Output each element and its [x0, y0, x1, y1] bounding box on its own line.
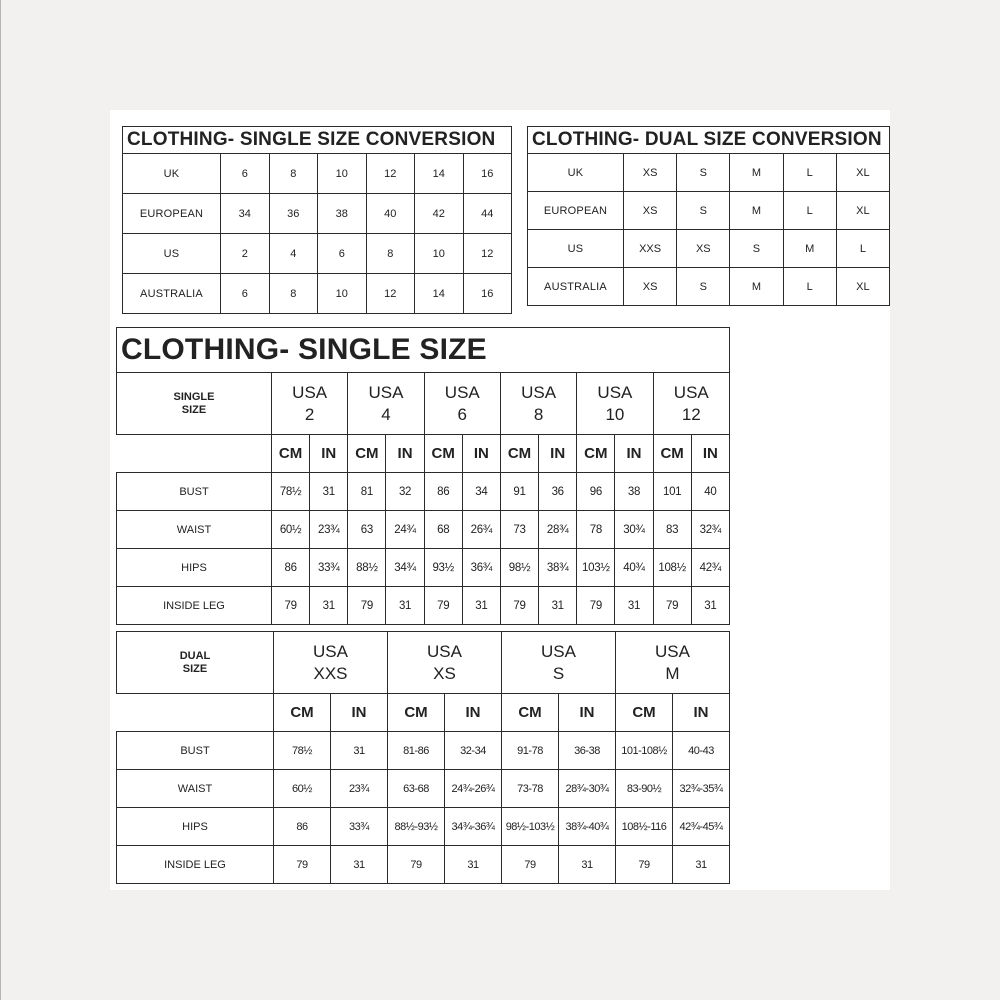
measurement-value: 31: [310, 473, 348, 511]
row-label: UK: [123, 154, 221, 194]
unit-header-row: [117, 435, 730, 473]
size-cell: S: [677, 192, 730, 230]
measurement-label: WAIST: [117, 770, 274, 808]
table-row: [117, 511, 730, 549]
size-header-row: [117, 373, 730, 435]
measurement-value: 79: [616, 846, 673, 884]
measurement-value: 31: [539, 587, 577, 625]
row-label: EUROPEAN: [528, 192, 624, 230]
measurement-value: 33¾: [331, 808, 388, 846]
unit-in-header: IN: [462, 435, 500, 473]
size-cell: L: [783, 268, 836, 306]
row-label: AUSTRALIA: [123, 274, 221, 314]
measurement-value: 68: [424, 511, 462, 549]
measurement-value: 103½: [577, 549, 615, 587]
measurement-value: 73-78: [502, 770, 559, 808]
measurement-value: 24¾: [386, 511, 424, 549]
measurement-value: 34¾-36¾: [445, 808, 502, 846]
measurement-value: 101-108½: [616, 732, 673, 770]
measurement-value: 88½-93½: [388, 808, 445, 846]
measurement-value: 28¾-30¾: [559, 770, 616, 808]
size-cell: 16: [463, 154, 512, 194]
size-cell: XS: [677, 230, 730, 268]
size-cell: 14: [415, 274, 464, 314]
page-left-edge: [0, 0, 1, 1000]
single-size-measurement-table: [116, 327, 730, 625]
size-column-header: USA 8: [500, 373, 576, 435]
measurement-value: 31: [331, 732, 388, 770]
table-title: CLOTHING- SINGLE SIZE CONVERSION: [123, 127, 512, 154]
measurement-value: 63-68: [388, 770, 445, 808]
size-cell: 42: [415, 194, 464, 234]
measurement-value: 79: [424, 587, 462, 625]
blank-cell: [117, 694, 274, 732]
size-cell: 36: [269, 194, 318, 234]
size-cell: L: [783, 192, 836, 230]
measurement-value: 88½: [348, 549, 386, 587]
single-size-conversion-table: [122, 126, 512, 314]
size-cell: 44: [463, 194, 512, 234]
measurement-value: 79: [502, 846, 559, 884]
measurement-value: 40-43: [673, 732, 730, 770]
blank-cell: [117, 435, 272, 473]
measurement-label: WAIST: [117, 511, 272, 549]
size-cell: XS: [624, 154, 677, 192]
measurement-value: 36-38: [559, 732, 616, 770]
unit-cm-header: CM: [348, 435, 386, 473]
measurement-value: 79: [348, 587, 386, 625]
size-cell: 14: [415, 154, 464, 194]
size-cell: 34: [221, 194, 270, 234]
measurement-value: 73: [500, 511, 538, 549]
unit-cm-header: CM: [424, 435, 462, 473]
measurement-value: 93½: [424, 549, 462, 587]
size-cell: S: [730, 230, 783, 268]
size-column-header: USA 2: [272, 373, 348, 435]
row-label: UK: [528, 154, 624, 192]
table-row: [528, 268, 890, 306]
unit-cm-header: CM: [616, 694, 673, 732]
measurement-value: 98½: [500, 549, 538, 587]
table-row: [117, 473, 730, 511]
row-header: DUAL SIZE: [117, 632, 274, 694]
measurement-value: 32¾-35¾: [673, 770, 730, 808]
size-cell: 6: [318, 234, 367, 274]
measurement-value: 63: [348, 511, 386, 549]
measurement-value: 32-34: [445, 732, 502, 770]
measurement-value: 42¾: [691, 549, 729, 587]
measurement-label: BUST: [117, 473, 272, 511]
measurement-value: 83-90½: [616, 770, 673, 808]
size-column-header: USA XS: [388, 632, 502, 694]
measurement-value: 23¾: [331, 770, 388, 808]
measurement-value: 34¾: [386, 549, 424, 587]
size-cell: 6: [221, 274, 270, 314]
measurement-value: 30¾: [615, 511, 653, 549]
measurement-value: 34: [462, 473, 500, 511]
measurement-value: 23¾: [310, 511, 348, 549]
unit-in-header: IN: [559, 694, 616, 732]
measurement-value: 38¾-40¾: [559, 808, 616, 846]
measurement-value: 91-78: [502, 732, 559, 770]
size-cell: 16: [463, 274, 512, 314]
measurement-value: 40¾: [615, 549, 653, 587]
size-cell: M: [730, 268, 783, 306]
measurement-value: 81-86: [388, 732, 445, 770]
table-row: [117, 846, 730, 884]
measurement-value: 38: [615, 473, 653, 511]
size-cell: 40: [366, 194, 415, 234]
measurement-value: 31: [331, 846, 388, 884]
unit-header-row: [117, 694, 730, 732]
measurement-value: 79: [500, 587, 538, 625]
size-header-row: [117, 632, 730, 694]
measurement-value: 42¾-45¾: [673, 808, 730, 846]
unit-cm-header: CM: [653, 435, 691, 473]
measurement-value: 31: [386, 587, 424, 625]
size-column-header: USA 4: [348, 373, 424, 435]
measurement-value: 31: [310, 587, 348, 625]
table-row: [123, 274, 512, 314]
row-label: EUROPEAN: [123, 194, 221, 234]
table-row: [528, 230, 890, 268]
measurement-value: 79: [272, 587, 310, 625]
unit-in-header: IN: [310, 435, 348, 473]
size-cell: 10: [318, 154, 367, 194]
measurement-value: 83: [653, 511, 691, 549]
measurement-value: 79: [388, 846, 445, 884]
size-cell: XXS: [624, 230, 677, 268]
table-row: [123, 234, 512, 274]
table-row: [117, 808, 730, 846]
size-cell: M: [783, 230, 836, 268]
measurement-value: 31: [691, 587, 729, 625]
size-cell: 8: [269, 154, 318, 194]
unit-cm-header: CM: [272, 435, 310, 473]
size-cell: 12: [366, 274, 415, 314]
size-cell: 4: [269, 234, 318, 274]
measurement-value: 31: [462, 587, 500, 625]
size-column-header: USA M: [616, 632, 730, 694]
size-cell: XS: [624, 268, 677, 306]
measurement-label: HIPS: [117, 808, 274, 846]
measurement-value: 78½: [274, 732, 331, 770]
measurement-value: 108½: [653, 549, 691, 587]
measurement-value: 79: [653, 587, 691, 625]
table-row: [117, 732, 730, 770]
unit-in-header: IN: [445, 694, 502, 732]
measurement-value: 96: [577, 473, 615, 511]
table-row: [528, 154, 890, 192]
measurement-value: 79: [577, 587, 615, 625]
unit-in-header: IN: [691, 435, 729, 473]
measurement-value: 36: [539, 473, 577, 511]
measurement-value: 31: [615, 587, 653, 625]
size-cell: S: [677, 268, 730, 306]
measurement-value: 26¾: [462, 511, 500, 549]
size-cell: 12: [463, 234, 512, 274]
row-header: SINGLE SIZE: [117, 373, 272, 435]
size-column-header: USA 6: [424, 373, 500, 435]
row-label: US: [123, 234, 221, 274]
unit-in-header: IN: [615, 435, 653, 473]
unit-cm-header: CM: [502, 694, 559, 732]
unit-in-header: IN: [539, 435, 577, 473]
size-cell: 38: [318, 194, 367, 234]
size-cell: 10: [415, 234, 464, 274]
measurement-value: 32¾: [691, 511, 729, 549]
dual-size-measurement-table: [116, 631, 730, 884]
size-cell: XL: [836, 192, 889, 230]
measurement-value: 36¾: [462, 549, 500, 587]
measurement-value: 101: [653, 473, 691, 511]
measurement-value: 98½-103½: [502, 808, 559, 846]
unit-cm-header: CM: [500, 435, 538, 473]
measurement-label: BUST: [117, 732, 274, 770]
measurement-value: 38¾: [539, 549, 577, 587]
size-cell: S: [677, 154, 730, 192]
unit-in-header: IN: [386, 435, 424, 473]
measurement-value: 86: [424, 473, 462, 511]
measurement-value: 40: [691, 473, 729, 511]
size-cell: 10: [318, 274, 367, 314]
table-title: CLOTHING- DUAL SIZE CONVERSION: [528, 127, 890, 154]
size-cell: 8: [366, 234, 415, 274]
measurement-value: 91: [500, 473, 538, 511]
size-column-header: USA 10: [577, 373, 653, 435]
measurement-value: 60½: [272, 511, 310, 549]
size-cell: 2: [221, 234, 270, 274]
measurement-value: 31: [445, 846, 502, 884]
size-cell: XS: [624, 192, 677, 230]
size-cell: L: [836, 230, 889, 268]
size-cell: XL: [836, 268, 889, 306]
size-cell: M: [730, 192, 783, 230]
size-cell: L: [783, 154, 836, 192]
size-cell: 12: [366, 154, 415, 194]
measurement-value: 86: [272, 549, 310, 587]
measurement-value: 78½: [272, 473, 310, 511]
size-cell: 6: [221, 154, 270, 194]
measurement-value: 81: [348, 473, 386, 511]
measurement-value: 31: [673, 846, 730, 884]
table-row: [123, 154, 512, 194]
unit-cm-header: CM: [388, 694, 445, 732]
measurement-value: 31: [559, 846, 616, 884]
table-row: [123, 194, 512, 234]
measurement-value: 32: [386, 473, 424, 511]
size-column-header: USA S: [502, 632, 616, 694]
table-row: [117, 587, 730, 625]
size-cell: M: [730, 154, 783, 192]
size-cell: 8: [269, 274, 318, 314]
size-cell: XL: [836, 154, 889, 192]
row-label: AUSTRALIA: [528, 268, 624, 306]
unit-in-header: IN: [331, 694, 388, 732]
measurement-value: 108½-116: [616, 808, 673, 846]
unit-cm-header: CM: [577, 435, 615, 473]
table-row: [117, 549, 730, 587]
measurement-value: 86: [274, 808, 331, 846]
row-label: US: [528, 230, 624, 268]
measurement-value: 78: [577, 511, 615, 549]
measurement-value: 24¾-26¾: [445, 770, 502, 808]
size-column-header: USA 12: [653, 373, 729, 435]
measurement-label: INSIDE LEG: [117, 587, 272, 625]
table-title: CLOTHING- SINGLE SIZE: [117, 328, 730, 373]
table-row: [117, 770, 730, 808]
size-column-header: USA XXS: [274, 632, 388, 694]
dual-size-conversion-table: [527, 126, 890, 306]
unit-cm-header: CM: [274, 694, 331, 732]
measurement-value: 28¾: [539, 511, 577, 549]
table-row: [528, 192, 890, 230]
measurement-label: HIPS: [117, 549, 272, 587]
measurement-label: INSIDE LEG: [117, 846, 274, 884]
measurement-value: 79: [274, 846, 331, 884]
measurement-value: 60½: [274, 770, 331, 808]
measurement-value: 33¾: [310, 549, 348, 587]
unit-in-header: IN: [673, 694, 730, 732]
